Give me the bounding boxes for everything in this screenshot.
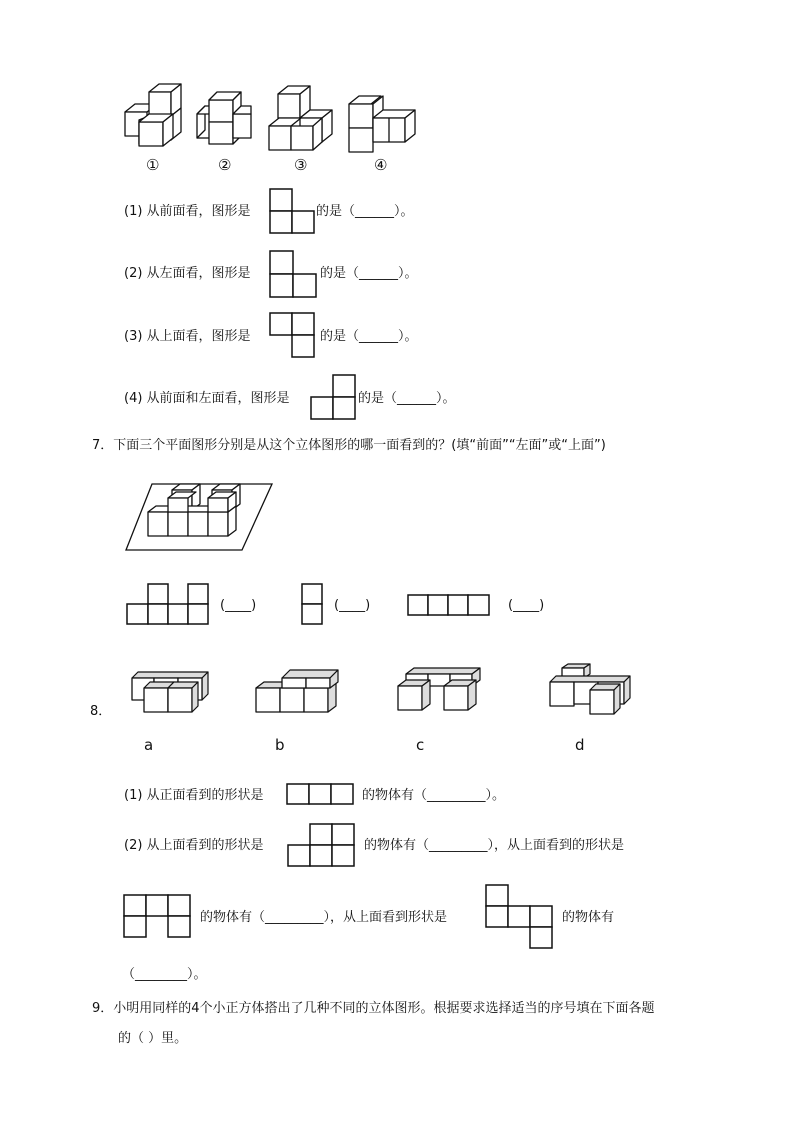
q8-line-1-prefix: (1) 从正面看到的形状是 xyxy=(124,788,264,803)
q6-item-3-suffix: 的是（______）。 xyxy=(320,329,418,344)
q8-label-d: d xyxy=(575,736,585,754)
fig-label-3: ③ xyxy=(294,156,308,174)
q8-line-2-prefix: (2) 从上面看到的形状是 xyxy=(124,838,264,853)
q8-line-1-shape xyxy=(286,783,356,807)
q8-line-2-shape xyxy=(287,823,359,869)
q9-line-1: 9．小明用同样的4个小正方体搭出了几种不同的立体图形。根据要求选择适当的序号填在下面各题 xyxy=(92,1001,655,1016)
q6-item-3-shape xyxy=(269,312,317,360)
q8-label-b: b xyxy=(275,736,285,754)
q6-item-1-prefix: (1) 从前面看，图形是 xyxy=(124,204,251,219)
q6-item-2-suffix: 的是（______）。 xyxy=(320,266,418,281)
q8-line-3-text: 的物体有（_________），从上面看到形状是 xyxy=(200,910,448,925)
q8-line-1-suffix: 的物体有（_________）。 xyxy=(362,788,506,803)
q6-item-2-shape xyxy=(269,250,319,298)
cube-figure-1 xyxy=(124,84,188,154)
cube-figure-4 xyxy=(348,94,418,154)
q8-line-2-suffix: 的物体有（_________），从上面看到的形状是 xyxy=(364,838,625,853)
q7-blank-3[interactable]: (____) xyxy=(508,598,545,613)
q9-line-2: 的（ ）里。 xyxy=(118,1031,188,1046)
fig-label-2: ② xyxy=(218,156,232,174)
q6-item-2-prefix: (2) 从左面看，图形是 xyxy=(124,266,251,281)
cube-figure-3 xyxy=(268,86,338,152)
q8-line-3-suffix: 的物体有 xyxy=(562,910,615,925)
q8-figure-c xyxy=(396,668,488,714)
q7-view-2 xyxy=(301,583,325,627)
cube-figure-2 xyxy=(196,92,258,154)
fig-label-4: ④ xyxy=(374,156,388,174)
q8-figure-b xyxy=(254,670,346,716)
q8-line-4-text: （________）。 xyxy=(122,967,207,982)
q6-item-1-shape xyxy=(269,188,317,234)
q8-number: 8． xyxy=(90,704,112,719)
q8-label-c: c xyxy=(416,736,425,754)
q7-blank-1[interactable]: (____) xyxy=(220,598,257,613)
q8-label-a: a xyxy=(144,736,154,754)
q6-item-3-prefix: (3) 从上面看，图形是 xyxy=(124,329,251,344)
q8-figure-a xyxy=(128,672,212,716)
q8-figure-d xyxy=(548,664,634,718)
q7-question: 7．下面三个平面图形分别是从这个立体图形的哪一面看到的？(填“前面”“左面”或“上面”) xyxy=(92,438,606,453)
q6-item-1-suffix: 的是（______）。 xyxy=(316,204,414,219)
q6-item-4-suffix: 的是（______）。 xyxy=(358,391,456,406)
q8-line-3-shape-a xyxy=(123,894,195,940)
q7-solid-figure xyxy=(124,482,274,554)
q7-view-3 xyxy=(407,594,493,618)
q6-item-4-shape xyxy=(310,374,358,422)
fig-label-1: ① xyxy=(146,156,160,174)
q6-item-4-prefix: (4) 从前面和左面看，图形是 xyxy=(124,391,290,406)
q8-line-3-shape-b xyxy=(485,884,555,952)
q7-blank-2[interactable]: (____) xyxy=(334,598,371,613)
q7-view-1 xyxy=(126,583,212,627)
